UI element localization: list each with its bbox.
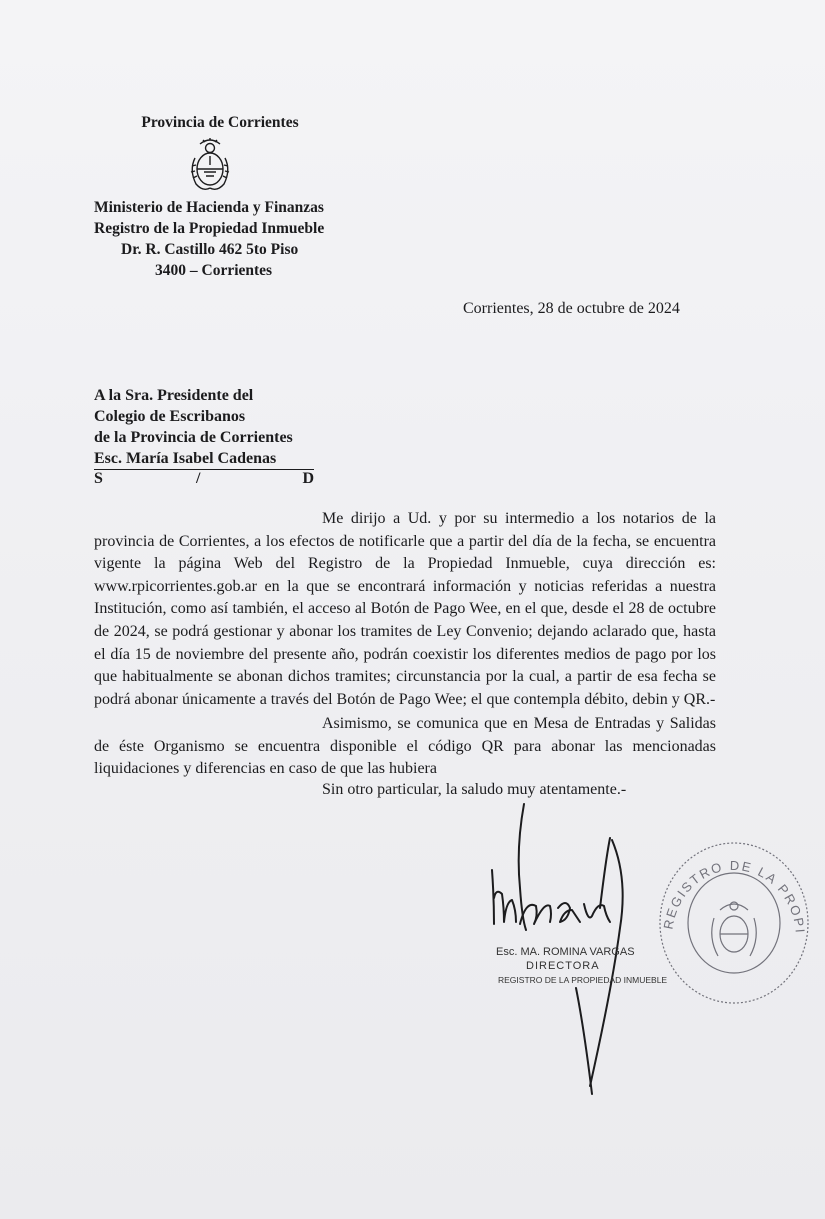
recipient-line-2: Colegio de Escribanos	[94, 408, 246, 425]
letterhead-city: 3400 – Corrientes	[155, 262, 273, 279]
recipient-line-4: Esc. María Isabel Cadenas	[94, 450, 277, 467]
letterhead-province: Provincia de Corrientes	[141, 114, 299, 131]
letterhead-ministry: Ministerio de Hacienda y Finanzas	[94, 199, 324, 216]
stamp-office: REGISTRO DE LA PROPIEDAD INMUEBLE	[498, 975, 668, 985]
recipient-line-1: A la Sra. Presidente del	[94, 387, 254, 404]
letterhead-registry: Registro de la Propiedad Inmueble	[94, 220, 325, 237]
sd-s: S	[94, 470, 103, 487]
date-line: Corrientes, 28 de octubre de 2024	[463, 300, 680, 317]
closing-line: Sin otro particular, la saludo muy atentamente.-	[322, 781, 627, 798]
stamp-name: Esc. MA. ROMINA VARGAS	[496, 946, 635, 958]
seal-text: REGISTRO DE LA PROPIEDAD · CORRIENTES	[647, 826, 808, 936]
coat-of-arms-icon	[186, 138, 234, 194]
recipient-line-3: de la Provincia de Corrientes	[94, 429, 293, 446]
stamp-title: DIRECTORA	[526, 960, 600, 972]
registry-seal-icon	[647, 826, 814, 1008]
body-paragraph-1: Me dirijo a Ud. y por su intermedio a los notarios de la provincia de Corrientes, a los efectos de notificarle que a partir del día de la fecha, se encuentra vigente la página Web del Registro de la Propiedad Inmueble, cuya dirección es: www.rpicorrientes.gob.ar en la que se encontrará información y noticias referidas a nuestra Institución, como así también, el acceso al Botón de Pago Wee, en el que, desde el 28 de octubre de 2024, se podrá gestionar y abonar los tramites de Ley Convenio; dejando aclarado que, hasta el día 15 de noviembre del presente año, podrán coexistir los diferentes medios de pago por los que habitualmente se abonan dichos tramites; circunstancia por la cual, a partir de esa fecha se podrá abonar únicamente a través del Botón de Pago Wee; el que contempla débito, debin y QR.-	[94, 510, 716, 708]
body-paragraph-2: Asimismo, se comunica que en Mesa de Entradas y Salidas de éste Organismo se encuentra disponible el código QR para abonar las mencionadas liquidaciones y diferencias en caso de que las hubiera	[94, 715, 716, 778]
letterhead-address: Dr. R. Castillo 462 5to Piso	[121, 241, 299, 258]
svg-text:REGISTRO DE LA PROPIEDAD · COR	[648, 826, 808, 935]
sd-slash: /	[196, 470, 201, 487]
recipient-sd-line	[94, 469, 314, 487]
sd-d: D	[302, 470, 314, 487]
